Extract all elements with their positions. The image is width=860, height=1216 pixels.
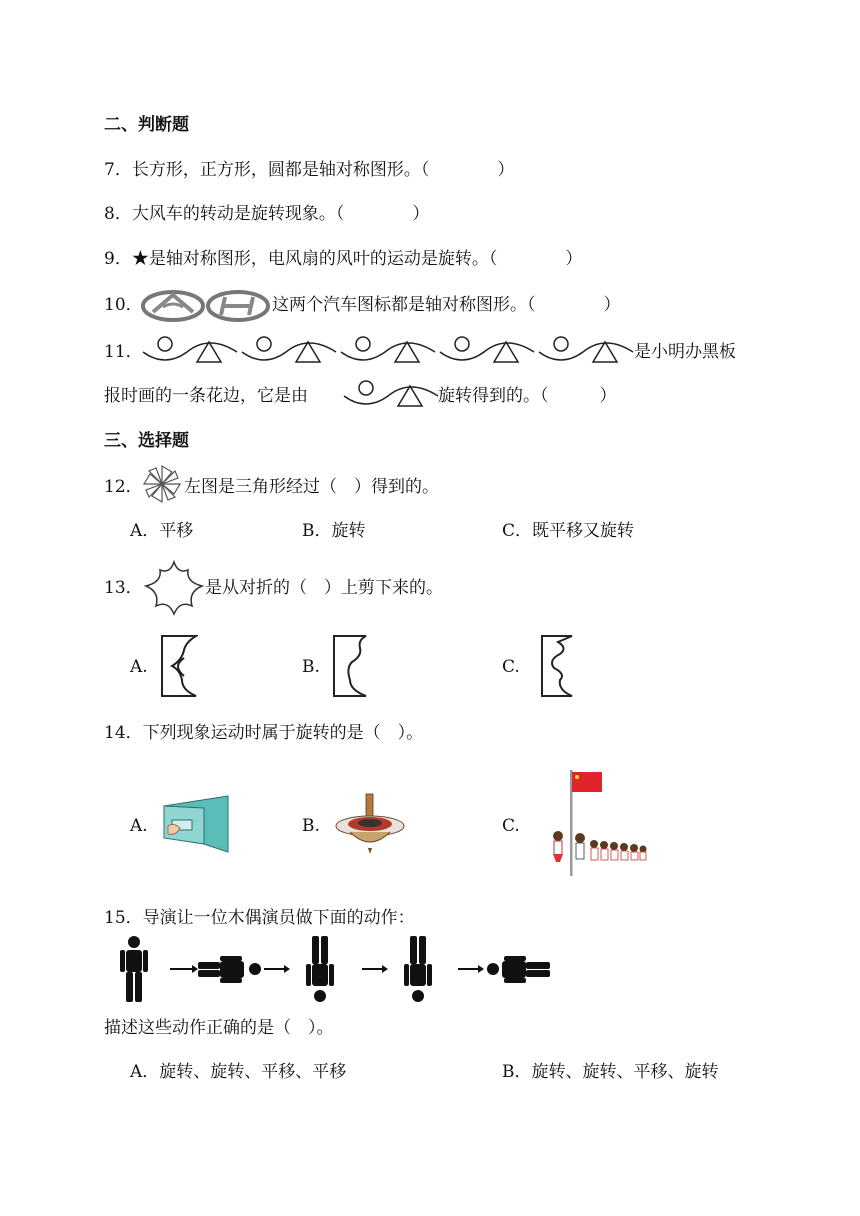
question-text: 导演让一位木偶演员做下面的动作： [142, 908, 415, 928]
question-9 [104, 248, 582, 270]
hyundai-logo-icon [208, 292, 268, 320]
question-15-text2: 描述这些动作正确的是（ ）。 [104, 1018, 334, 1038]
pinwheel-triangles-icon [142, 464, 182, 504]
question-10-number: 10． [104, 295, 143, 315]
question-11-text-c: 旋转得到的。（ ） [438, 386, 617, 406]
arrow-icon [170, 965, 198, 973]
question-8 [104, 203, 429, 225]
spinning-top-icon [334, 792, 406, 854]
question-12-text: 左图是三角形经过（ ）得到的。 [184, 477, 439, 497]
option-a: A．旋转、旋转、平移、平移 [130, 1062, 347, 1082]
flag-raising-icon [546, 768, 648, 878]
option-b: B. [302, 657, 320, 677]
option-b: B．旋转、旋转、平移、旋转 [502, 1062, 719, 1082]
question-12-number: 12． [104, 477, 143, 497]
question-13-text: 是从对折的（ ）上剪下来的。 [205, 578, 443, 598]
section-heading: 三、选择题 [104, 431, 189, 451]
question-7 [104, 159, 514, 181]
six-point-star-cutout-icon [142, 558, 206, 618]
puppet-figure-icon [487, 956, 550, 983]
question-number: 14． [104, 723, 143, 743]
question-14 [104, 722, 423, 744]
folded-paper-a-icon [160, 634, 198, 698]
lace-unit [242, 337, 336, 362]
question-number: 15． [104, 908, 143, 928]
question-15 [104, 907, 415, 929]
question-text: 长方形，正方形，圆都是轴对称图形。（ ） [131, 160, 515, 180]
question-13-number: 13． [104, 578, 143, 598]
lace-unit [341, 337, 435, 362]
puppet-figure-icon [404, 936, 432, 1002]
car-logo-a-icon [143, 292, 203, 320]
question-11-number: 11． [104, 342, 143, 362]
question-number: 9． [104, 249, 132, 269]
question-number: 7． [104, 160, 132, 180]
option-c: C. [502, 816, 520, 836]
option-a: A．平移 [130, 521, 194, 541]
question-text: 下列现象运动时属于旋转的是（ ）。 [142, 723, 424, 743]
puppet-figure-icon [198, 956, 261, 983]
question-text: 大风车的转动是旋转现象。（ ） [131, 204, 430, 224]
lace-unit [143, 337, 237, 362]
arrow-icon [362, 965, 388, 973]
option-a: A. [130, 657, 148, 677]
question-text: ★是轴对称图形，电风扇的风叶的运动是旋转。（ ） [131, 249, 583, 269]
drawer-icon [160, 794, 232, 854]
flag-icon [572, 772, 602, 792]
folded-paper-b-icon [332, 634, 368, 698]
question-11-text-b: 报时画的一条花边，它是由 [104, 386, 308, 406]
option-b: B．旋转 [302, 521, 366, 541]
question-number: 8． [104, 204, 132, 224]
puppet-figure-icon [120, 936, 148, 1002]
folded-paper-c-icon [538, 634, 574, 698]
puppet-figure-icon [306, 936, 334, 1002]
lace-single-unit [342, 374, 440, 412]
arrow-icon [458, 965, 484, 973]
option-a: A. [130, 816, 148, 836]
arrow-icon [264, 965, 290, 973]
lace-unit [440, 337, 534, 362]
section-heading: 二、判断题 [104, 115, 189, 135]
puppet-sequence [112, 934, 556, 1004]
car-logos [141, 289, 271, 323]
question-11-text-a: 是小明办黑板 [634, 342, 736, 362]
option-b: B. [302, 816, 320, 836]
question-10-text: 这两个汽车图标都是轴对称图形。（ ） [272, 295, 621, 315]
lace-border-pattern [141, 330, 635, 368]
children-group [553, 831, 647, 862]
option-c: C．既平移又旋转 [502, 521, 635, 541]
option-c: C. [502, 657, 520, 677]
lace-unit [539, 337, 633, 362]
